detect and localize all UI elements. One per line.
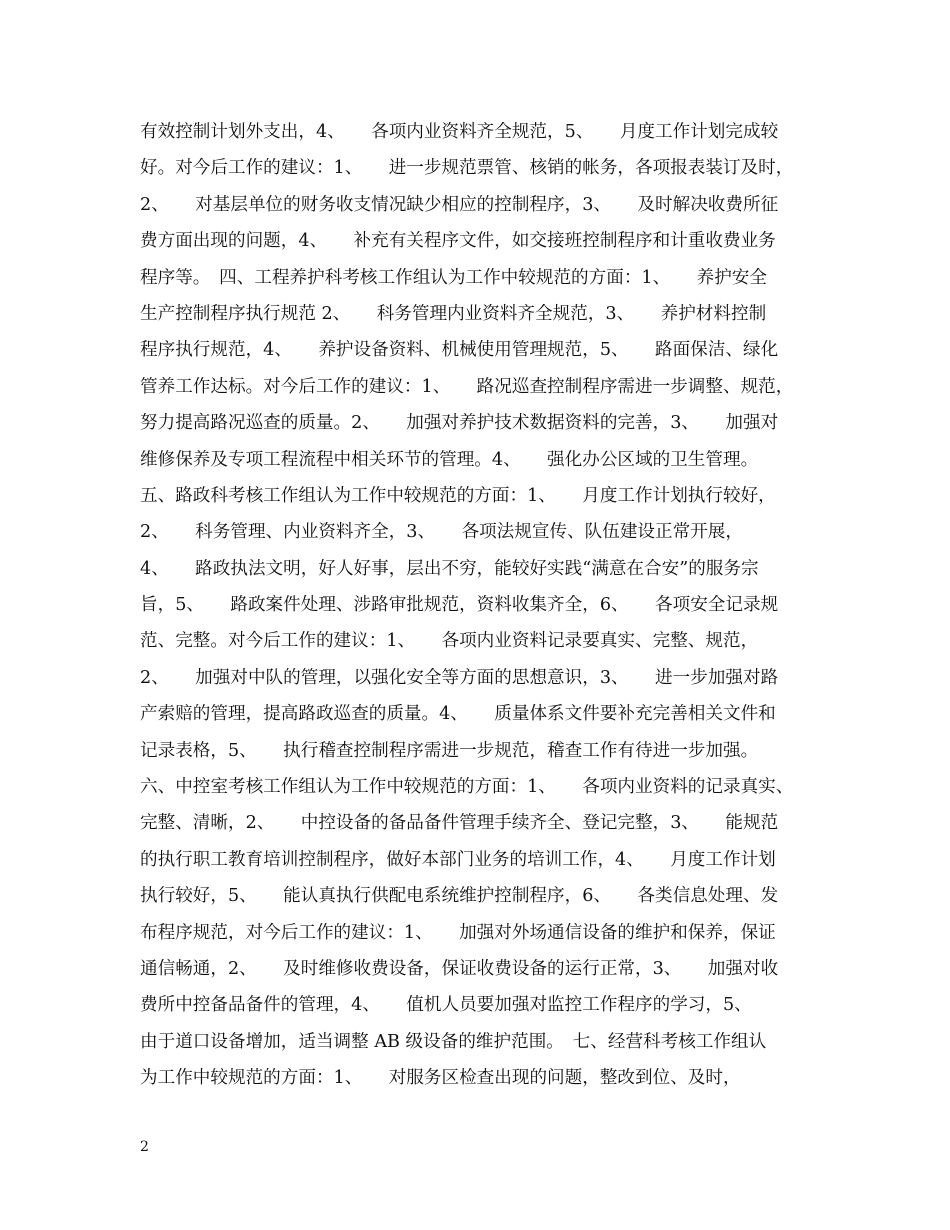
body-text — [140, 114, 830, 1097]
text-line: 费所中控备品备件的管理，4、 值机人员要加强对监控工作程序的学习，5、 — [140, 995, 752, 1016]
text-line: 4、 路政执法文明，好人好事，层出不穷，能较好实践“满意在合安”的服务宗 — [140, 558, 759, 579]
text-line: 执行较好，5、 能认真执行供配电系统维护控制程序，6、 各类信息处理、发 — [140, 886, 779, 907]
text-line: 为工作中较规范的方面：1、 对服务区检查出现的问题，整改到位、及时， — [140, 1068, 741, 1089]
text-line: 生产控制程序执行规范 2、 科务管理内业资料齐全规范，3、 养护材料控制 — [140, 303, 767, 324]
text-line: 2、 科务管理、内业资料齐全，3、 各项法规宣传、队伍建设正常开展， — [140, 522, 743, 543]
text-line: 六、中控室考核工作组认为工作中较规范的方面：1、 各项内业资料的记录真实、 — [140, 777, 794, 798]
text-line: 程序等。 四、工程养护科考核工作组认为工作中较规范的方面：1、 养护安全 — [140, 267, 767, 288]
text-line: 五、路政科考核工作组认为工作中较规范的方面：1、 月度工作计划执行较好， — [140, 485, 776, 506]
text-line: 由于道口设备增加，适当调整 AB 级设备的维护范围。 七、经营科考核工作组认 — [140, 1031, 767, 1052]
text-line: 程序执行规范，4、 养护设备资料、机械使用管理规范，5、 路面保洁、绿化 — [140, 340, 779, 361]
text-line: 完整、清晰，2、 中控设备的备品备件管理手续齐全、登记完整，3、 能规范 — [140, 813, 779, 834]
text-line: 范、完整。对今后工作的建议：1、 各项内业资料记录要真实、完整、规范， — [140, 631, 759, 652]
text-line: 通信畅通，2、 及时维修收费设备，保证收费设备的运行正常，3、 加强对收 — [140, 958, 779, 979]
text-line: 布程序规范，对今后工作的建议：1、 加强对外场通信设备的维护和保养，保证 — [140, 922, 776, 943]
text-line: 2、 对基层单位的财务收支情况缺少相应的控制程序，3、 及时解决收费所征 — [140, 194, 779, 215]
text-line: 好。对今后工作的建议：1、 进一步规范票管、核销的帐务，各项报表装订及时， — [140, 158, 794, 179]
text-line: 费方面出现的问题，4、 补充有关程序文件，如交接班控制程序和计重收费业务 — [140, 231, 776, 252]
text-line: 努力提高路况巡查的质量。2、 加强对养护技术数据资料的完善，3、 加强对 — [140, 413, 779, 434]
text-line: 的执行职工教育培训控制程序，做好本部门业务的培训工作，4、 月度工作计划 — [140, 849, 776, 870]
text-line: 旨，5、 路政案件处理、涉路审批规范，资料收集齐全，6、 各项安全记录规 — [140, 595, 779, 616]
text-line: 维修保养及专项工程流程中相关环节的管理。4、 强化办公区域的卫生管理。 — [140, 449, 759, 470]
text-line: 产索赔的管理，提高路政巡查的质量。4、 质量体系文件要补充完善相关文件和 — [140, 704, 776, 725]
text-line: 记录表格，5、 执行稽查控制程序需进一步规范，稽查工作有待进一步加强。 — [140, 740, 759, 761]
text-line: 管养工作达标。对今后工作的建议：1、 路况巡查控制程序需进一步调整、规范， — [140, 376, 794, 397]
page-number: 2 — [140, 1139, 149, 1155]
text-line: 有效控制计划外支出，4、 各项内业资料齐全规范，5、 月度工作计划完成较 — [140, 122, 779, 142]
text-line: 2、 加强对中队的管理，以强化安全等方面的思想意识，3、 进一步加强对路 — [140, 667, 779, 688]
